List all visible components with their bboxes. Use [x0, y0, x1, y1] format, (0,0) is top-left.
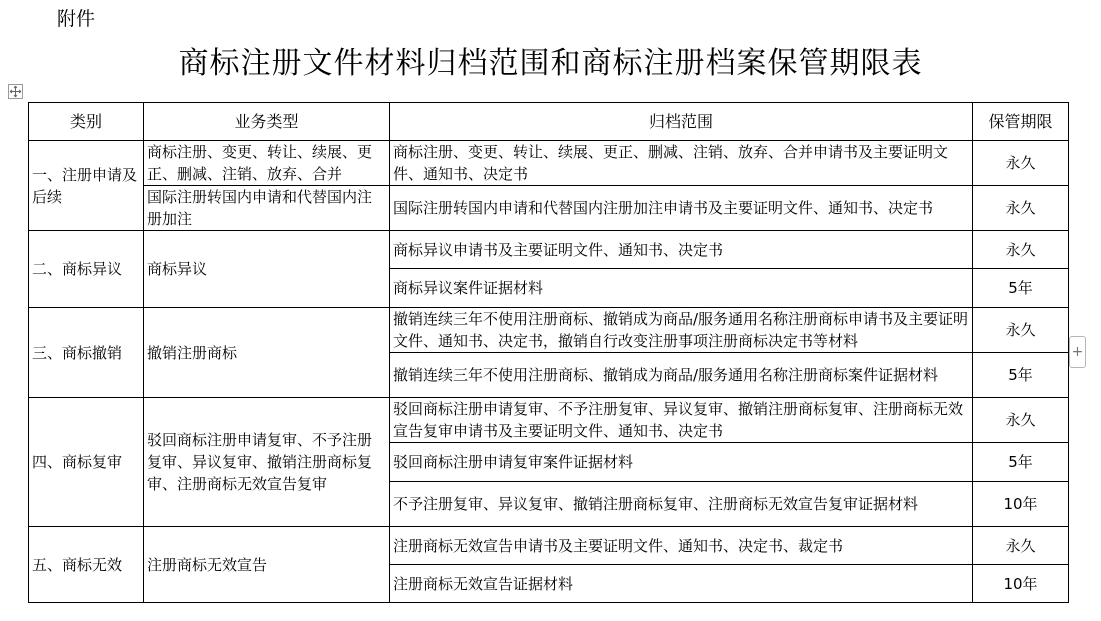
scope-cell: 撤销连续三年不使用注册商标、撤销成为商品/服务通用名称注册商标申请书及主要证明文件、通知书、决定书，撤销自行改变注册事项注册商标决定书等材料 [390, 308, 973, 353]
add-row-handle[interactable] [1069, 336, 1086, 368]
scope-cell: 商标异议案件证据材料 [390, 269, 973, 308]
category-cell: 四、商标复审 [29, 398, 144, 527]
category-cell: 三、商标撤销 [29, 308, 144, 398]
move-icon [9, 85, 22, 98]
category-cell: 五、商标无效 [29, 527, 144, 603]
business-cell: 国际注册转国内申请和代替国内注册加注 [144, 186, 390, 231]
column-header-category: 类别 [29, 103, 144, 141]
table-move-handle[interactable] [8, 84, 23, 99]
period-cell: 永久 [973, 398, 1069, 443]
table-row [29, 398, 1069, 443]
archive-table [28, 102, 1069, 603]
period-cell: 永久 [973, 308, 1069, 353]
business-cell: 撤销注册商标 [144, 308, 390, 398]
period-cell: 5年 [973, 269, 1069, 308]
plus-icon: + [1071, 344, 1084, 360]
scope-cell: 商标异议申请书及主要证明文件、通知书、决定书 [390, 231, 973, 269]
table-row [29, 141, 1069, 186]
table-row [29, 186, 1069, 231]
scope-cell: 驳回商标注册申请复审案件证据材料 [390, 443, 973, 482]
business-cell: 驳回商标注册申请复审、不予注册复审、异议复审、撤销注册商标复审、注册商标无效宣告复审 [144, 398, 390, 527]
period-cell: 5年 [973, 353, 1069, 398]
period-cell: 永久 [973, 141, 1069, 186]
table-row [29, 231, 1069, 269]
scope-cell: 国际注册转国内申请和代替国内注册加注申请书及主要证明文件、通知书、决定书 [390, 186, 973, 231]
period-cell: 永久 [973, 186, 1069, 231]
column-header-period: 保管期限 [973, 103, 1069, 141]
period-cell: 10年 [973, 565, 1069, 603]
period-cell: 永久 [973, 527, 1069, 565]
category-cell: 二、商标异议 [29, 231, 144, 308]
table-row [29, 308, 1069, 353]
period-cell: 10年 [973, 482, 1069, 527]
document-title: 商标注册文件材料归档范围和商标注册档案保管期限表 [178, 46, 923, 81]
business-cell: 商标异议 [144, 231, 390, 308]
period-cell: 5年 [973, 443, 1069, 482]
scope-cell: 不予注册复审、异议复审、撤销注册商标复审、注册商标无效宣告复审证据材料 [390, 482, 973, 527]
column-header-business: 业务类型 [144, 103, 390, 141]
column-header-scope: 归档范围 [390, 103, 973, 141]
scope-cell: 撤销连续三年不使用注册商标、撤销成为商品/服务通用名称注册商标案件证据材料 [390, 353, 973, 398]
table-header-row [29, 103, 1069, 141]
table-row [29, 527, 1069, 565]
scope-cell: 商标注册、变更、转让、续展、更正、删减、注销、放弃、合并申请书及主要证明文件、通知书、决定书 [390, 141, 973, 186]
scope-cell: 注册商标无效宣告申请书及主要证明文件、通知书、决定书、裁定书 [390, 527, 973, 565]
business-cell: 商标注册、变更、转让、续展、更正、删减、注销、放弃、合并 [144, 141, 390, 186]
scope-cell: 注册商标无效宣告证据材料 [390, 565, 973, 603]
period-cell: 永久 [973, 231, 1069, 269]
category-cell: 一、注册申请及后续 [29, 141, 144, 231]
attachment-label: 附件 [57, 8, 96, 30]
scope-cell: 驳回商标注册申请复审、不予注册复审、异议复审、撤销注册商标复审、注册商标无效宣告复审申请书及主要证明文件、通知书、决定书 [390, 398, 973, 443]
business-cell: 注册商标无效宣告 [144, 527, 390, 603]
